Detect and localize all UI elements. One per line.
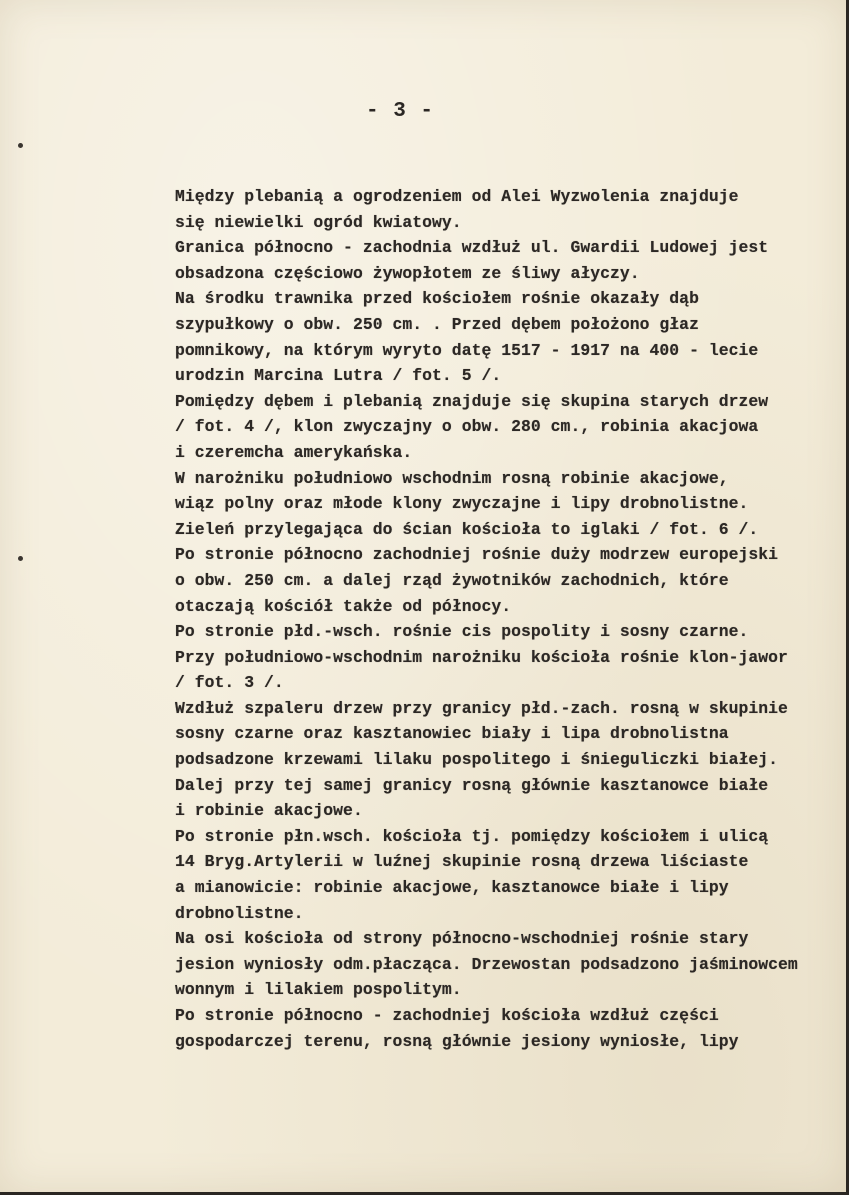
text-line: Dalej przy tej samej granicy rosną głównie kasztanowce białe xyxy=(175,775,769,795)
text-line: o obw. 250 cm. a dalej rząd żywotników zachodnich, które xyxy=(175,570,729,590)
text-line: / fot. 4 /, klon zwyczajny o obw. 280 cm., robinia akacjowa xyxy=(175,417,759,437)
text-line: podsadzone krzewami lilaku pospolitego i śnieguliczki białej. xyxy=(175,750,779,770)
text-line: Przy południowo-wschodnim narożniku kościoła rośnie klon-jawor xyxy=(175,647,788,667)
text-line: Na środku trawnika przed kościołem rośnie okazały dąb xyxy=(175,289,699,309)
text-line: Pomiędzy dębem i plebanią znajduje się skupina starych drzew xyxy=(175,391,769,411)
text-line: Między plebanią a ogrodzeniem od Alei Wyzwolenia znajduje xyxy=(175,187,739,206)
text-line: Zieleń przylegająca do ścian kościoła to iglaki / fot. 6 /. xyxy=(175,519,759,539)
page-number: - 3 - xyxy=(365,100,434,123)
punch-hole-mark xyxy=(18,556,23,561)
text-line: pomnikowy, na którym wyryto datę 1517 - 1917 na 400 - lecie xyxy=(175,340,759,360)
text-line: Po stronie płd.-wsch. rośnie cis pospolity i sosny czarne. xyxy=(175,622,749,642)
punch-hole-mark xyxy=(18,143,23,148)
text-line: Na osi kościoła od strony północno-wschodniej rośnie stary xyxy=(175,929,749,949)
typed-text-body xyxy=(175,184,835,1054)
text-line: W narożniku południowo wschodnim rosną robinie akacjowe, xyxy=(175,468,729,488)
text-line: i czeremcha amerykańska. xyxy=(175,442,413,462)
text-line: jesion wyniosły odm.płacząca. Drzewostan podsadzono jaśminowcem xyxy=(175,954,798,974)
text-line: sosny czarne oraz kasztanowiec biały i lipa drobnolistna xyxy=(175,724,729,744)
text-line: gospodarczej terenu, rosną głównie jesiony wyniosłe, lipy xyxy=(175,1031,739,1051)
text-line: Po stronie północno - zachodniej kościoła wzdłuż części xyxy=(175,1006,719,1025)
text-line: a mianowicie: robinie akacjowe, kasztanowce białe i lipy xyxy=(175,878,729,898)
text-line: / fot. 3 /. xyxy=(175,673,284,693)
text-line: 14 Bryg.Artylerii w luźnej skupinie rosną drzewa liściaste xyxy=(175,852,749,872)
text-line: wiąz polny oraz młode klony zwyczajne i lipy drobnolistne. xyxy=(175,494,749,514)
text-line: Granica północno - zachodnia wzdłuż ul. Gwardii Ludowej jest xyxy=(175,238,769,258)
text-line: otaczają kościół także od północy. xyxy=(175,596,512,616)
text-line: szypułkowy o obw. 250 cm. . Przed dębem położono głaz xyxy=(175,314,699,334)
text-line: wonnym i lilakiem pospolitym. xyxy=(175,980,462,1000)
text-line: urodzin Marcina Lutra / fot. 5 /. xyxy=(175,366,502,386)
text-line: Wzdłuż szpaleru drzew przy granicy płd.-zach. rosną w skupinie xyxy=(175,698,788,718)
text-line: Po stronie północno zachodniej rośnie duży modrzew europejski xyxy=(175,545,779,565)
text-line: obsadzona częściowo żywopłotem ze śliwy ałyczy. xyxy=(175,263,640,283)
text-line: drobnolistne. xyxy=(175,903,304,923)
text-line: i robinie akacjowe. xyxy=(175,801,363,821)
text-line: Po stronie płn.wsch. kościoła tj. pomiędzy kościołem i ulicą xyxy=(175,826,769,846)
text-line: się niewielki ogród kwiatowy. xyxy=(175,212,462,232)
